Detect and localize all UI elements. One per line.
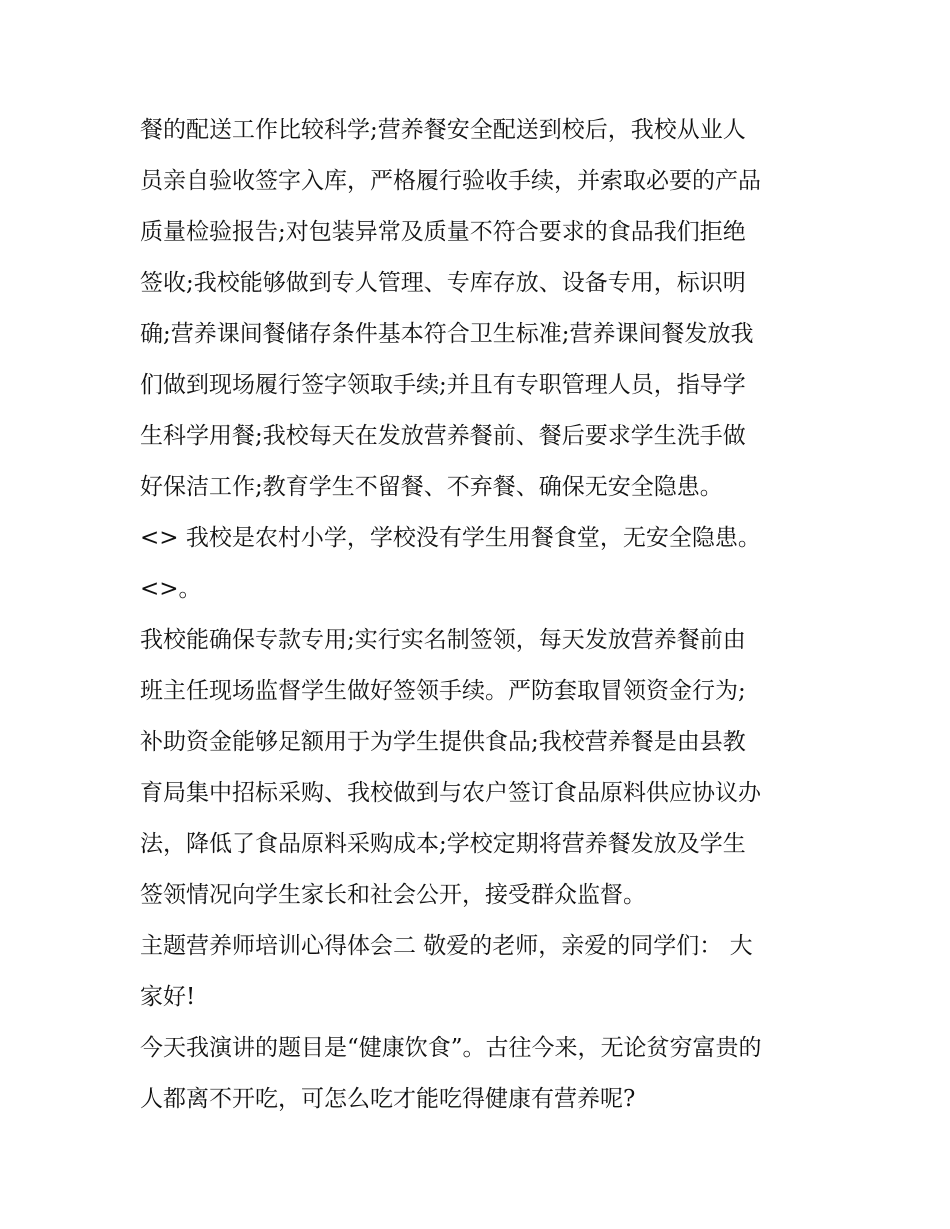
text-line: 质量检验报告;对包装异常及质量不符合要求的食品我们拒绝 [140,219,746,245]
text-line: 班主任现场监督学生做好签领手续。严防套取冒领资金行为; [140,678,746,704]
document-body [140,105,840,1125]
text-line: 们做到现场履行签字领取手续;并且有专职管理人员，指导学 [140,372,746,398]
text-line: 生科学用餐;我校每天在发放营养餐前、餐后要求学生洗手做 [140,423,746,449]
text-line: 好保洁工作;教育学生不留餐、不弃餐、确保无安全隐患。 [140,474,723,500]
text-line: 育局集中招标采购、我校做到与农户签订食品原料供应协议办 [140,780,761,806]
text-line: 确;营养课间餐储存条件基本符合卫生标准;营养课间餐发放我 [140,321,754,347]
text-line: 餐的配送工作比较科学;营养餐安全配送到校后，我校从业人 [140,117,746,143]
text-line: <> 我校是农村小学，学校没有学生用餐食堂，无安全隐患。 [140,525,761,551]
text-line: 家好! [140,984,196,1010]
text-line: 我校能确保专款专用;实行实名制签领，每天发放营养餐前由 [140,627,746,653]
text-line: 人都离不开吃，可怎么吃才能吃得健康有营养呢? [140,1086,636,1112]
text-line: 补助资金能够足额用于为学生提供食品;我校营养餐是由县教 [140,729,746,755]
text-line: 今天我演讲的题目是“健康饮食”。古往今来，无论贫穷富贵的 [140,1035,762,1061]
text-line: 法，降低了食品原料采购成本;学校定期将营养餐发放及学生 [140,831,746,857]
text-line: 签收;我校能够做到专人管理、专库存放、设备专用，标识明 [140,270,746,296]
text-line: 签领情况向学生家长和社会公开，接受群众监督。 [140,882,646,908]
text-line: 主题营养师培训心得体会二 敬爱的老师，亲爱的同学们： 大 [140,933,753,959]
text-line: <>。 [140,576,202,602]
text-line: 员亲自验收签字入库，严格履行验收手续，并索取必要的产品 [140,168,761,194]
